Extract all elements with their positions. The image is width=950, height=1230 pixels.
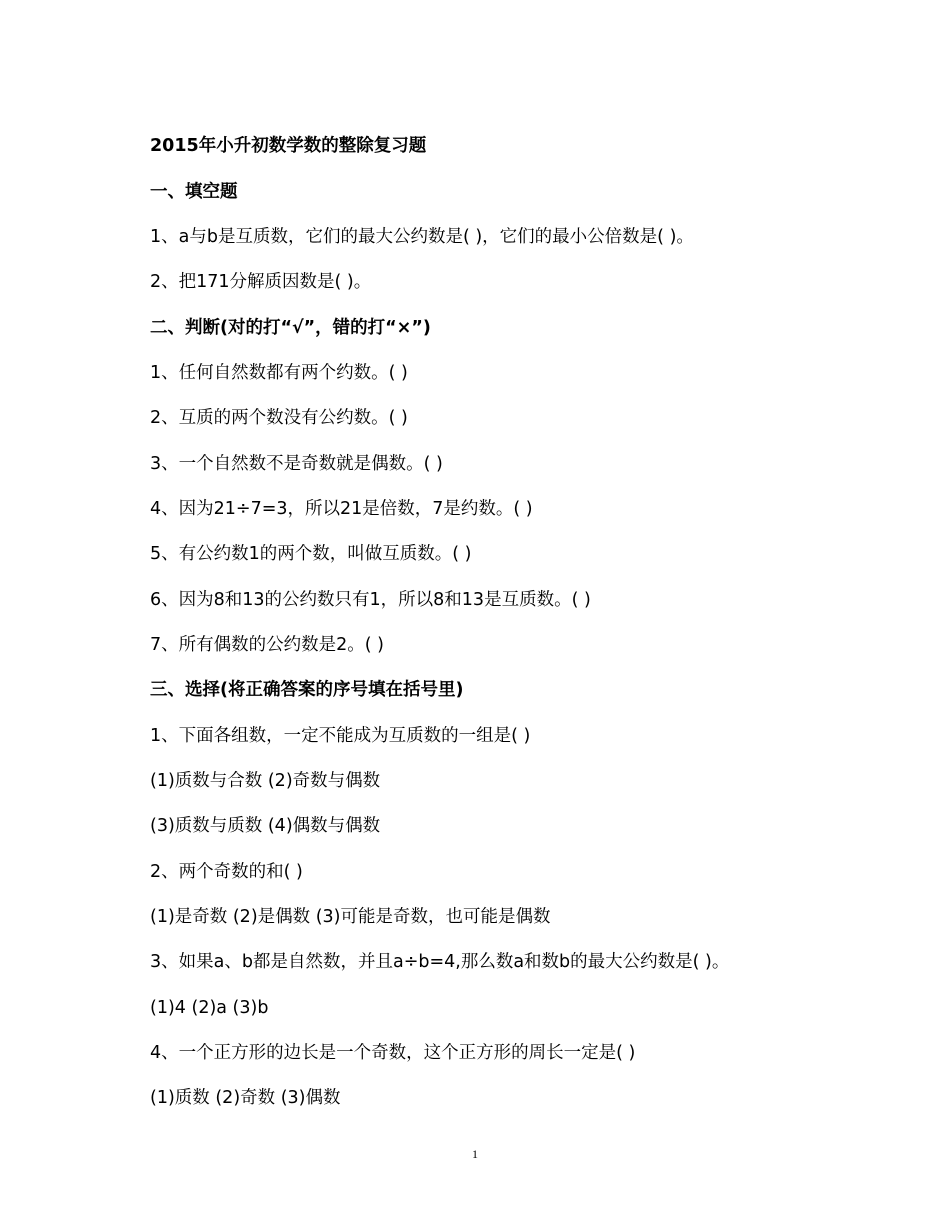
answer-options: (3)质数与质数 (4)偶数与偶数	[150, 816, 381, 836]
page-number: 1	[472, 1147, 478, 1161]
question-text: 1、下面各组数，一定不能成为互质数的一组是( )	[150, 726, 531, 746]
answer-options: (1)质数与合数 (2)奇数与偶数	[150, 771, 381, 791]
question-text: 7、所有偶数的公约数是2。( )	[150, 635, 384, 655]
question-text: 5、有公约数1的两个数，叫做互质数。( )	[150, 544, 472, 564]
section-heading-fill-in: 一、填空题	[150, 182, 238, 202]
question-text: 1、任何自然数都有两个约数。( )	[150, 363, 408, 383]
answer-options: (1)质数 (2)奇数 (3)偶数	[150, 1088, 341, 1108]
question-text: 2、互质的两个数没有公约数。( )	[150, 408, 408, 428]
question-text: 4、一个正方形的边长是一个奇数，这个正方形的周长一定是( )	[150, 1043, 636, 1063]
section-heading-true-false: 二、判断(对的打“√”，错的打“×”)	[150, 318, 431, 338]
question-text: 1、a与b是互质数，它们的最大公约数是( )，它们的最小公倍数是( )。	[150, 227, 694, 247]
question-text: 3、如果a、b都是自然数，并且a÷b=4,那么数a和数b的最大公约数是( )。	[150, 952, 730, 972]
question-text: 3、一个自然数不是奇数就是偶数。( )	[150, 454, 443, 474]
question-text: 4、因为21÷7=3，所以21是倍数，7是约数。( )	[150, 499, 533, 519]
answer-options: (1)4 (2)a (3)b	[150, 998, 269, 1018]
question-text: 2、两个奇数的和( )	[150, 862, 303, 882]
question-text: 2、把171分解质因数是( )。	[150, 272, 372, 292]
document-title: 2015年小升初数学数的整除复习题	[150, 136, 427, 156]
answer-options: (1)是奇数 (2)是偶数 (3)可能是奇数，也可能是偶数	[150, 907, 551, 927]
section-heading-multiple-choice: 三、选择(将正确答案的序号填在括号里)	[150, 680, 464, 700]
question-text: 6、因为8和13的公约数只有1，所以8和13是互质数。( )	[150, 590, 591, 610]
